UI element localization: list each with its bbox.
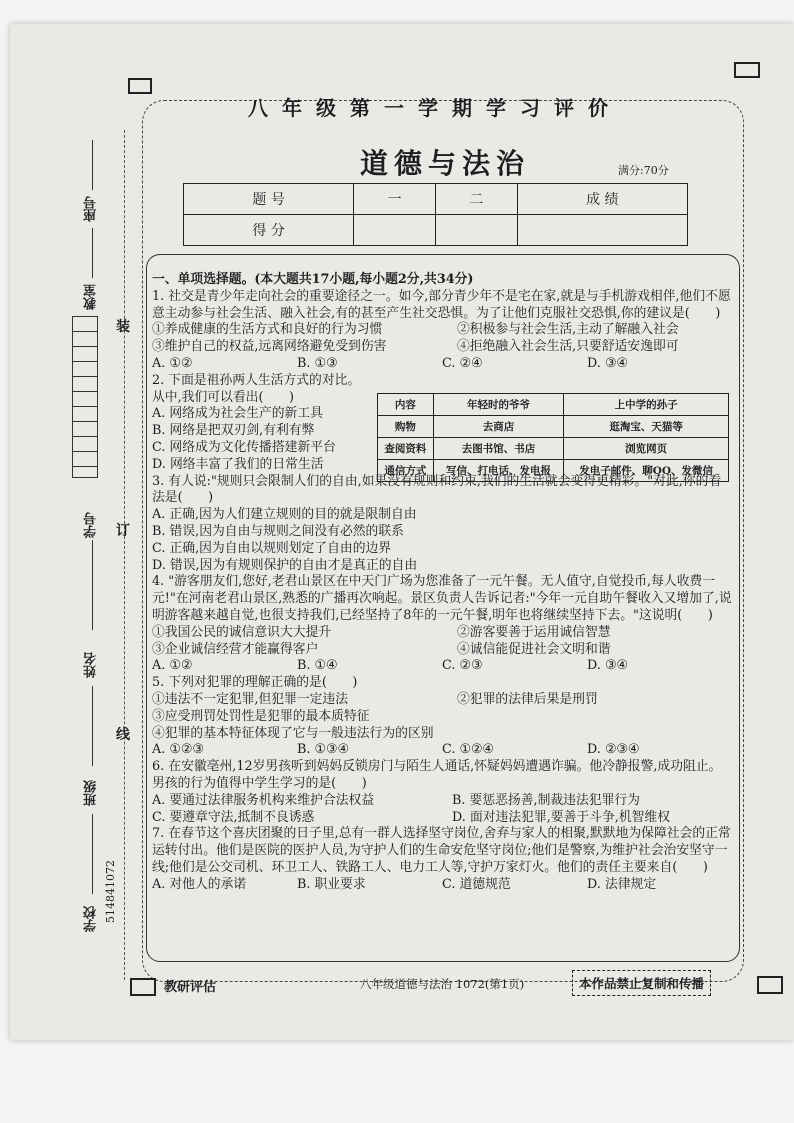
- compare-header-cell: 上中学的孙子: [564, 394, 729, 416]
- q4-option-d: D. ③④: [587, 658, 628, 674]
- student-id-boxes: [72, 316, 98, 478]
- q6-option-c: C. 要遵章守法,抵制不良诱惑: [152, 809, 315, 825]
- q7-options: [152, 877, 732, 894]
- q4-items-row: [152, 642, 732, 659]
- q7-option-c: C. 道德规范: [442, 876, 511, 892]
- compare-cell: 购物: [378, 416, 434, 438]
- q7-stem: 7. 在春节这个喜庆团聚的日子里,总有一群人选择坚守岗位,舍弃与家人的相聚,默默地为保障社会的正常运转付出。他们是医院的医护人员,为守护人们的生命安危坚守岗位;他们是警察,为维护社会治安坚守一线;他们是公交司机、环卫工人、铁路工人、电力工人等,守护万家灯火。他们的责任主要来自( ): [152, 826, 731, 875]
- binding-dashed-line: [124, 130, 125, 980]
- compare-cell: 通信方式: [378, 460, 434, 482]
- q1-items-row: [152, 339, 732, 356]
- footer-marker-left: [130, 978, 156, 996]
- score-cell: [354, 215, 436, 246]
- q1-stem: 1. 社交是青少年走向社会的重要途径之一。如今,部分青少年不是宅在家,就是与手机游戏相伴,他们不愿意主动参与社会生活、融入社会,有的甚至产生社交恐惧。为了让他们克服社交恐惧,你的建议是( ): [152, 288, 731, 321]
- q3-option-c: C. 正确,因为自由以规则划定了自由的边界: [152, 540, 392, 556]
- q7-option-a: A. 对他人的承诺: [152, 876, 247, 892]
- q5-stem: 5. 下列对犯罪的理解正确的是( ): [152, 675, 358, 691]
- q2-stem: 2. 下面是祖孙两人生活方式的对比。: [152, 372, 361, 388]
- q2-left: [152, 373, 377, 474]
- q1-item: ①养成健康的生活方式和良好的行为习惯: [152, 322, 383, 338]
- q2-option-a: A. 网络成为社会生产的新工具: [152, 406, 323, 422]
- serial-number: 514841072: [104, 860, 117, 923]
- q1-item: ④拒绝融入社会生活,只要舒适安逸即可: [457, 339, 679, 355]
- name-label: 姓名: [84, 652, 99, 678]
- class-label: 班级: [84, 780, 99, 806]
- score-cell: 成 绩: [517, 184, 687, 215]
- q3-option-b: B. 错误,因为自由与规则之间没有必然的联系: [152, 523, 404, 539]
- q4-option-a: A. ①②: [152, 658, 193, 674]
- footer-copyright-notice: 本作品禁止复制和传播: [572, 970, 711, 996]
- q3-option-a: A. 正确,因为人们建立规则的目的就是限制自由: [152, 507, 417, 523]
- compare-cell: 浏览网页: [564, 438, 729, 460]
- seat-line: [92, 140, 93, 190]
- q5-items-row: [152, 692, 732, 709]
- q5-options: [152, 742, 732, 759]
- compare-header-cell: 内容: [378, 394, 434, 416]
- q4-item: ②游客要善于运用诚信智慧: [457, 624, 611, 640]
- q5-item: ②犯罪的法律后果是刑罚: [457, 691, 598, 707]
- full-score: 满分:70分: [618, 164, 669, 177]
- score-cell: 一: [354, 184, 436, 215]
- class-line: [92, 814, 93, 894]
- q2-stem: 从中,我们可以看出( ): [152, 389, 295, 405]
- name-line: [92, 686, 93, 766]
- q4-stem: 4. "游客朋友们,您好,老君山景区在中天门广场为您准备了一元午餐。无人值守,自觉投币,每人收费一元!"在河南老君山景区,熟悉的广播再次响起。景区负责人告诉记者:"今年一元自助午餐收入又增加了,说明游客越来越自觉,也很支持我们,已经坚持了8年的一元午餐,明年也将继续坚持下去。"这说明( ): [152, 574, 732, 623]
- score-table: [183, 183, 688, 246]
- compare-row: [378, 416, 729, 438]
- q4-item: ①我国公民的诚信意识大大提升: [152, 624, 332, 640]
- q4-option-b: B. ①④: [297, 658, 338, 674]
- q7-option-d: D. 法律规定: [587, 876, 657, 892]
- score-cell: 二: [435, 184, 517, 215]
- score-table-row: [184, 184, 688, 215]
- question-content: [152, 272, 732, 893]
- compare-row: [378, 460, 729, 482]
- compare-cell: 查阅资料: [378, 438, 434, 460]
- score-cell: [435, 215, 517, 246]
- score-cell: 得 分: [184, 215, 354, 246]
- corner-marker-top-left: [128, 78, 152, 94]
- grade-title: 八年级第一学期学习评价: [248, 96, 622, 120]
- q4-item: ④诚信能促进社会文明和谐: [457, 641, 611, 657]
- compare-cell: 逛淘宝、天猫等: [564, 416, 729, 438]
- q1-option-a: A. ①②: [152, 355, 193, 371]
- q5-item: ①违法不一定犯罪,但犯罪一定违法: [152, 691, 349, 707]
- q2-option-d: D. 网络丰富了我们的日常生活: [152, 456, 324, 472]
- seat-label: 座号: [84, 196, 99, 222]
- bind-char-xian: 线: [116, 727, 130, 743]
- q5-item: ③应受刑罚处罚性是犯罪的最本质特征: [152, 708, 370, 724]
- bind-char-ding: 订: [116, 523, 130, 539]
- q1-option-b: B. ①③: [297, 355, 338, 371]
- q4-option-c: C. ②③: [442, 658, 483, 674]
- footer-page-label: 八年级道德与法治 1072(第1页): [360, 977, 525, 991]
- student-id-label: 学号: [84, 512, 99, 538]
- q1-option-d: D. ③④: [587, 355, 628, 371]
- corner-marker-top-right: [734, 62, 760, 78]
- q4-options: [152, 658, 732, 675]
- q3-option-d: D. 错误,因为有规则保护的自由才是真正的自由: [152, 557, 418, 573]
- q2-option-b: B. 网络是把双刃剑,有利有弊: [152, 423, 315, 439]
- score-cell: 题 号: [184, 184, 354, 215]
- q4-item: ③企业诚信经营才能赢得客户: [152, 641, 319, 657]
- classroom-label: 教室: [84, 284, 99, 310]
- q1-items-row: [152, 322, 732, 339]
- compare-cell: 去商店: [433, 416, 564, 438]
- footer-marker-right: [757, 976, 783, 994]
- q5-option-a: A. ①②③: [152, 742, 204, 758]
- classroom-line: [92, 228, 93, 278]
- compare-header-cell: 年轻时的爷爷: [433, 394, 564, 416]
- student-id-line: [92, 540, 93, 630]
- bind-char-zhuang: 装: [116, 319, 130, 335]
- compare-row: [378, 438, 729, 460]
- q6-options-row: [152, 810, 732, 827]
- q6-option-a: A. 要通过法律服务机构来维护合法权益: [152, 792, 375, 808]
- compare-cell: 发电子邮件、聊QQ、发微信: [564, 460, 729, 482]
- q1-item: ③维护自己的权益,远离网络避免受到伤害: [152, 339, 387, 355]
- q6-stem: 6. 在安徽亳州,12岁男孩听到妈妈反锁房门与陌生人通话,怀疑妈妈遭遇诈骗。他冷静报警,成功阻止。男孩的行为值得中学生学习的是( ): [152, 759, 722, 791]
- q5-option-d: D. ②③④: [587, 742, 640, 758]
- section-title: 一、单项选择题。(本大题共17小题,每小题2分,共34分): [152, 272, 474, 287]
- q5-option-c: C. ①②④: [442, 742, 494, 758]
- q5-item: ④犯罪的基本特征体现了它与一般违法行为的区别: [152, 725, 434, 741]
- q1-options: [152, 356, 732, 373]
- q2-comparison-table: [377, 393, 729, 482]
- compare-header-row: [378, 394, 729, 416]
- compare-cell: 写信、打电话、发电报: [433, 460, 564, 482]
- q1-item: ②积极参与社会生活,主动了解融入社会: [457, 322, 679, 338]
- q6-option-b: B. 要惩恶扬善,制裁违法犯罪行为: [452, 792, 640, 808]
- compare-cell: 去图书馆、书店: [433, 438, 564, 460]
- q1-option-c: C. ②④: [442, 355, 483, 371]
- q4-items-row: [152, 625, 732, 642]
- q3-stem: 3. 有人说:"规则只会限制人们的自由,如果没有规则和约束,我们的生活就会变得更精彩。"对此,你的看法是( ): [152, 473, 722, 506]
- footer-left-label: 教研评估: [164, 980, 217, 995]
- q5-option-b: B. ①③④: [297, 742, 349, 758]
- q6-option-d: D. 面对违法犯罪,要善于斗争,机智维权: [452, 809, 671, 825]
- score-table-row: [184, 215, 688, 246]
- q6-options-row: [152, 793, 732, 810]
- q2-option-c: C. 网络成为文化传播搭建新平台: [152, 439, 336, 455]
- score-cell: [517, 215, 687, 246]
- q7-option-b: B. 职业要求: [297, 876, 366, 892]
- subject-title: 道德与法治: [359, 147, 530, 180]
- school-label: 学校: [84, 906, 99, 932]
